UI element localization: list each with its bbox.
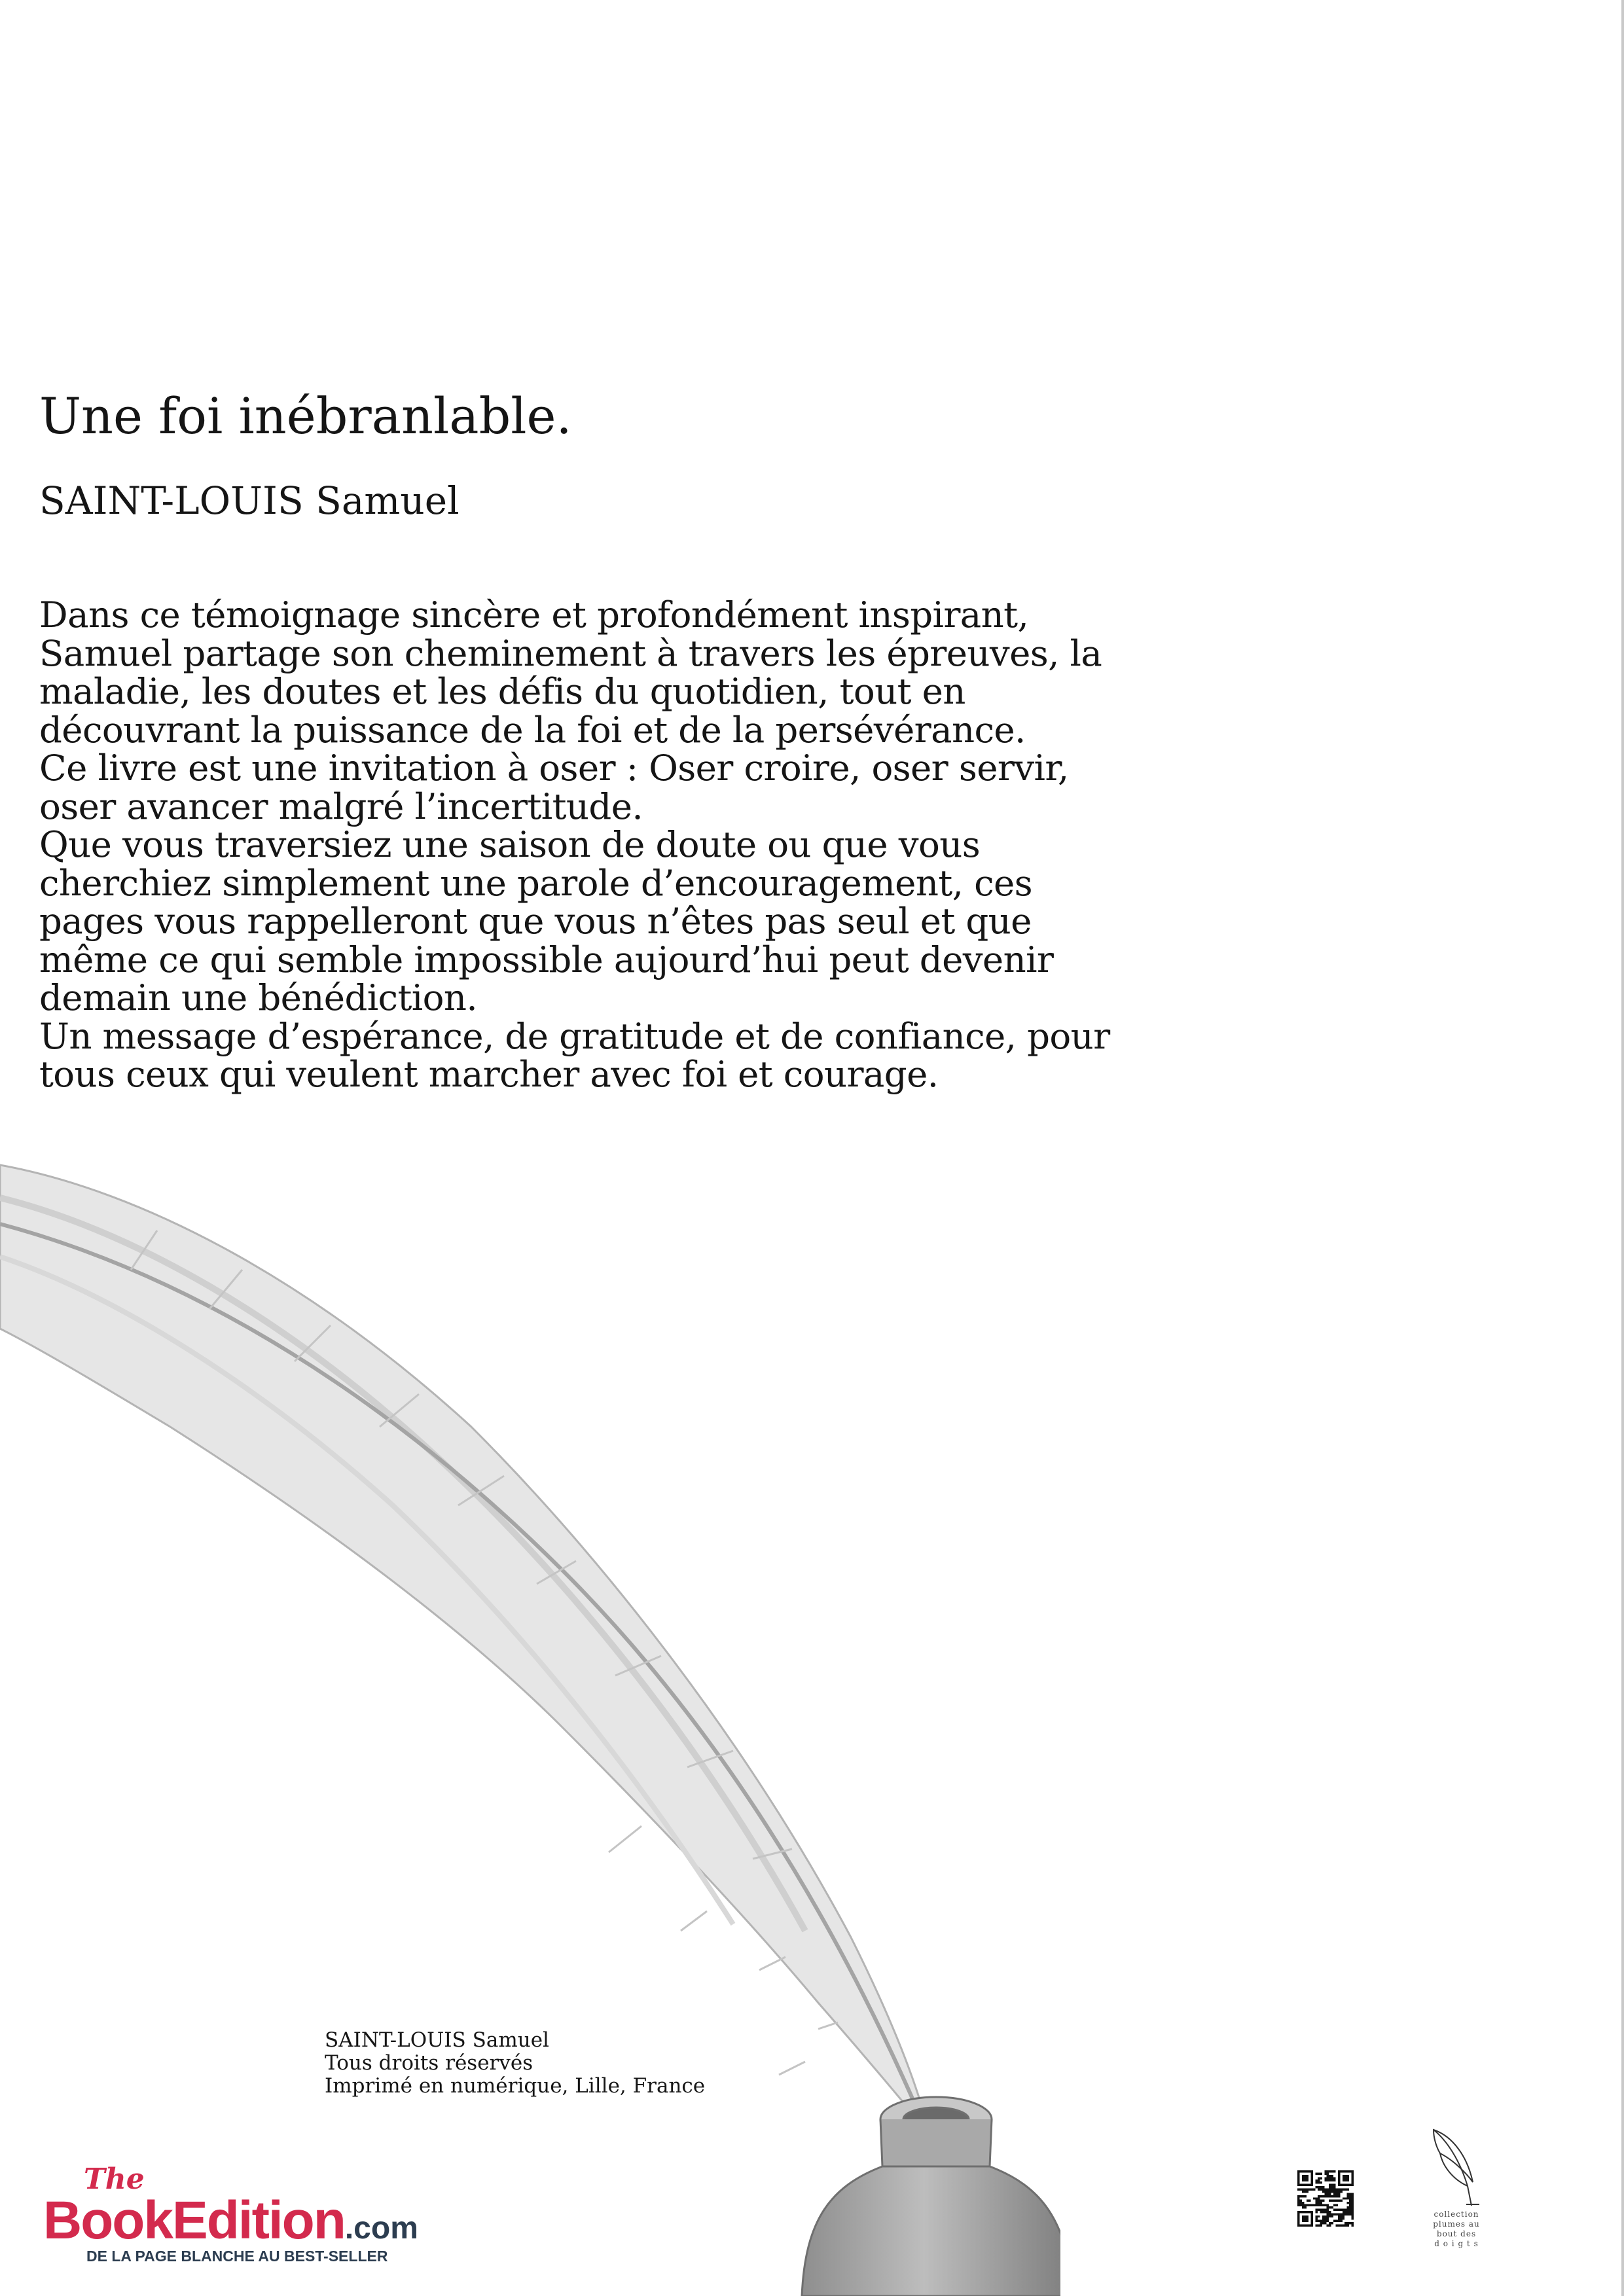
logo-tagline: DE LA PAGE BLANCHE AU BEST-SELLER [86,2248,388,2265]
blurb-line: tous ceux qui veulent marcher avec foi et courage. [39,1053,939,1095]
qr-code-icon [1297,2170,1354,2227]
logo-tld: .com [344,2211,418,2246]
blurb-line: maladie, les doutes et les défis du quotidien, tout en [39,670,965,712]
blurb-line: Ce livre est une invitation à oser : Oser croire, oser servir, [39,747,1069,789]
blurb-line: Que vous traversiez une saison de doute ou que vous [39,823,981,865]
collection-label-3: bout des [1436,2229,1477,2238]
colophon-author: SAINT-LOUIS Samuel [325,2028,549,2052]
logo-the: The [84,2162,145,2196]
blurb-line: Samuel partage son cheminement à travers les épreuves, la [39,632,1102,674]
inkwell [802,2097,1060,2296]
blurb-line: demain une bénédiction. [39,977,478,1018]
blurb-line: pages vous rappelleront que vous n’êtes pas seul et que [39,900,1032,942]
blurb-line: oser avancer malgré l’incertitude. [39,785,643,827]
blurb-line: découvrant la puissance de la foi et de la persévérance. [39,708,1026,751]
collection-label-4: d o i g t s [1434,2239,1479,2248]
page-edge [1621,0,1624,2296]
blurb-line: Dans ce témoignage sincère et profondément inspirant, [39,594,1029,636]
book-author: SAINT-LOUIS Samuel [39,478,460,523]
collection-label-2: plumes au [1433,2219,1480,2229]
publisher-logo [43,2161,436,2265]
colophon-printing: Imprimé en numérique, Lille, France [325,2074,706,2098]
blurb-line: même ce qui semble impossible aujourd’hui peut devenir [39,938,1054,980]
book-title: Une foi inébranlable. [39,387,572,445]
blurb-line: Un message d’espérance, de gratitude et de confiance, pour [39,1014,1110,1057]
quill-icon [1427,2127,1486,2210]
colophon [325,2029,705,2098]
collection-label-1: collection [1434,2210,1479,2219]
quill-and-inkwell-icon [0,1152,1060,2296]
colophon-rights: Tous droits réservés [325,2051,533,2075]
back-cover-blurb [39,596,1257,1094]
blurb-line: cherchiez simplement une parole d’encouragement, ces [39,861,1033,904]
collection-logo [1414,2127,1499,2258]
logo-wordmark [43,2190,418,2251]
logo-brand: BookEdition [43,2191,345,2250]
